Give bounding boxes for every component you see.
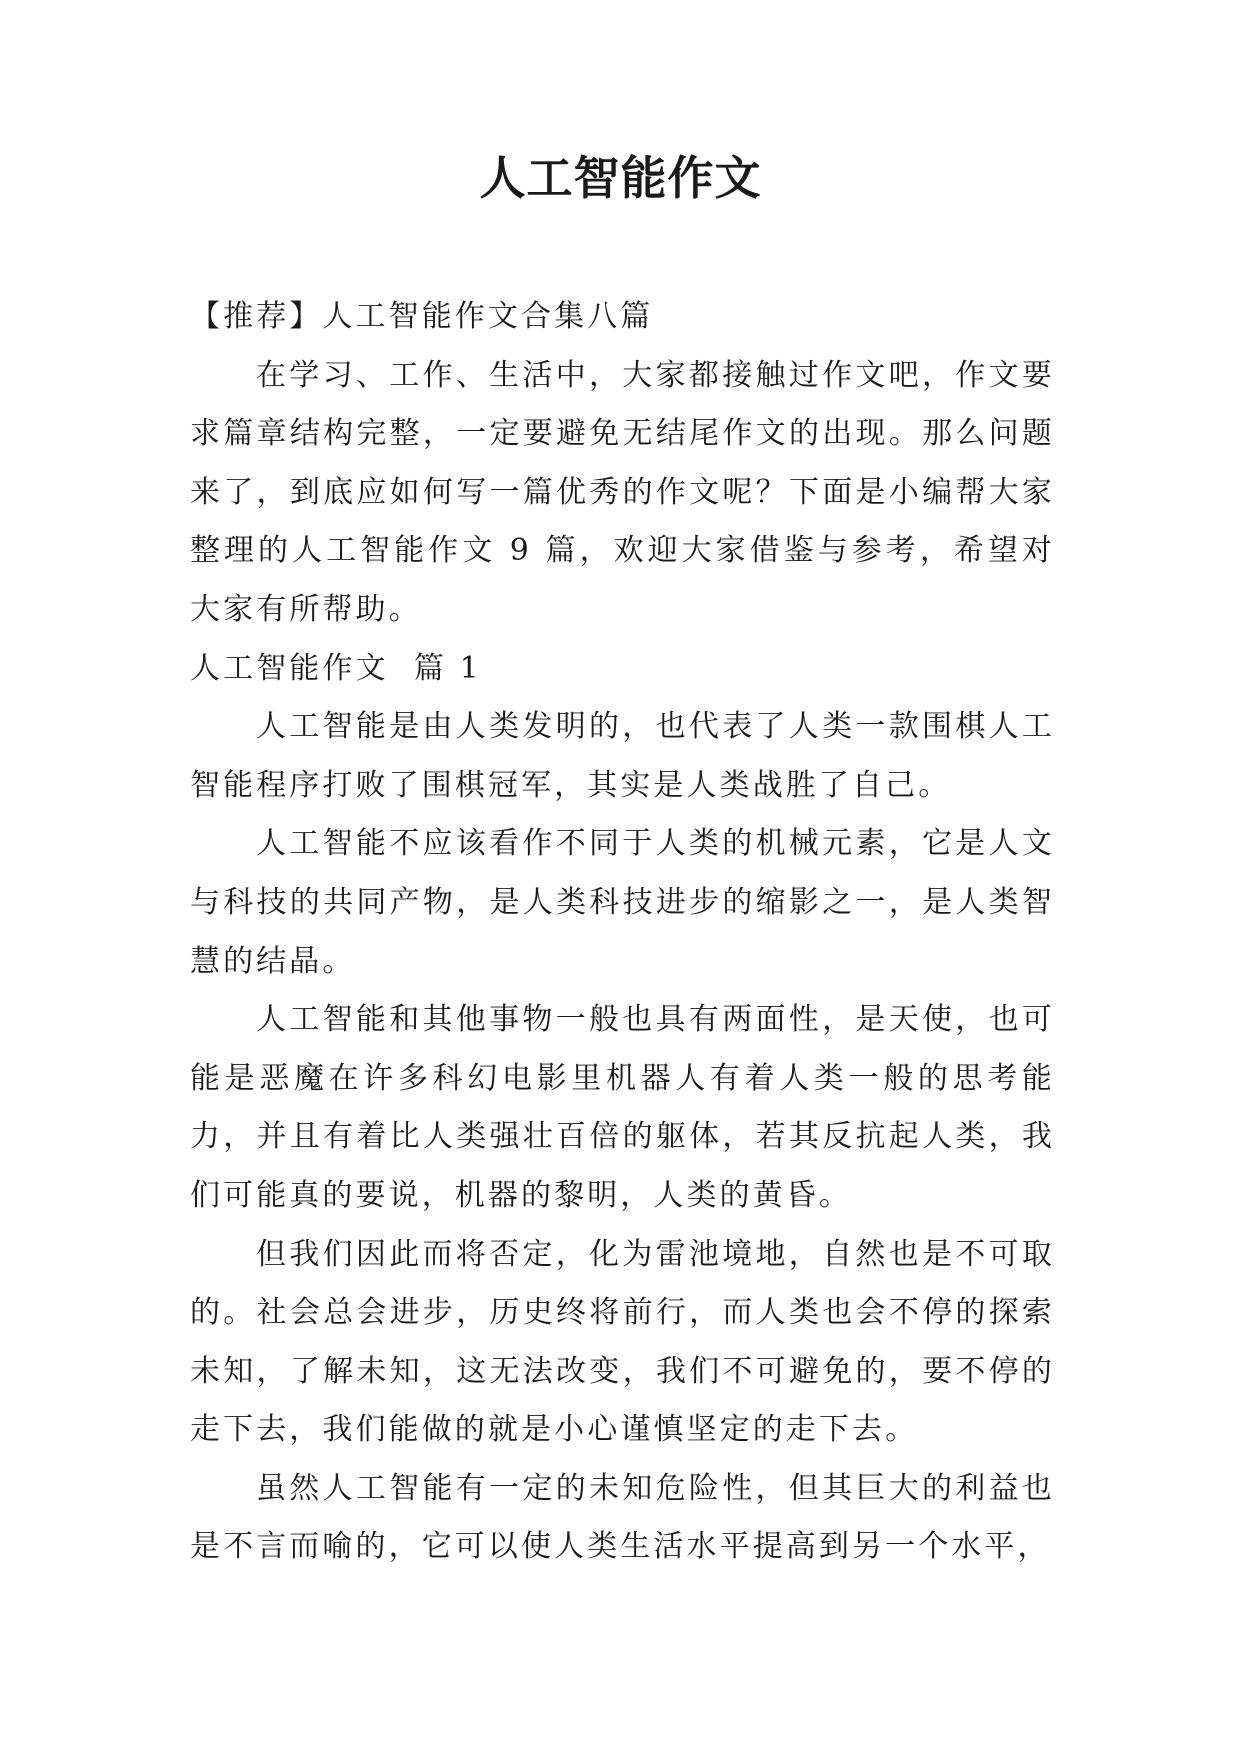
essay-paragraph-4: 但我们因此而将否定，化为雷池境地，自然也是不可取的。社会总会进步，历史终将前行，而人类也会不停的探索未知，了解未知，这无法改变，我们不可避免的，要不停的走下去，我们能做的就是小心谨慎坚定的走下去。	[190, 1236, 1055, 1448]
document-title: 人工智能作文	[479, 151, 762, 205]
essay-paragraph-2: 人工智能不应该看作不同于人类的机械元素，它是人文与科技的共同产物，是人类科技进步的缩影之一，是人类智慧的结晶。	[190, 826, 1055, 979]
document-body	[190, 288, 1055, 1577]
essay-heading-1: 人工智能作文 篇 1	[190, 650, 482, 686]
essay-paragraph-1: 人工智能是由人类发明的，也代表了人类一款围棋人工智能程序打败了围棋冠军，其实是人类战胜了自己。	[190, 709, 1055, 803]
recommend-heading: 【推荐】人工智能作文合集八篇	[190, 299, 654, 334]
essay-paragraph-5: 虽然人工智能有一定的未知危险性，但其巨大的利益也是不言而喻的，它可以使人类生活水平提高到另一个水平，	[190, 1470, 1055, 1565]
intro-paragraph: 在学习、工作、生活中，大家都接触过作文吧，作文要求篇章结构完整，一定要避免无结尾作文的出现。那么问题来了，到底应如何写一篇优秀的作文呢？下面是小编帮大家整理的人工智能作文 9 篇，欢迎大家借鉴与参考，希望对大家有所帮助。	[190, 357, 1055, 627]
essay-paragraph-3: 人工智能和其他事物一般也具有两面性，是天使，也可能是恶魔在许多科幻电影里机器人有着人类一般的思考能力，并且有着比人类强壮百倍的躯体，若其反抗起人类，我们可能真的要说，机器的黎明，人类的黄昏。	[190, 1002, 1055, 1213]
